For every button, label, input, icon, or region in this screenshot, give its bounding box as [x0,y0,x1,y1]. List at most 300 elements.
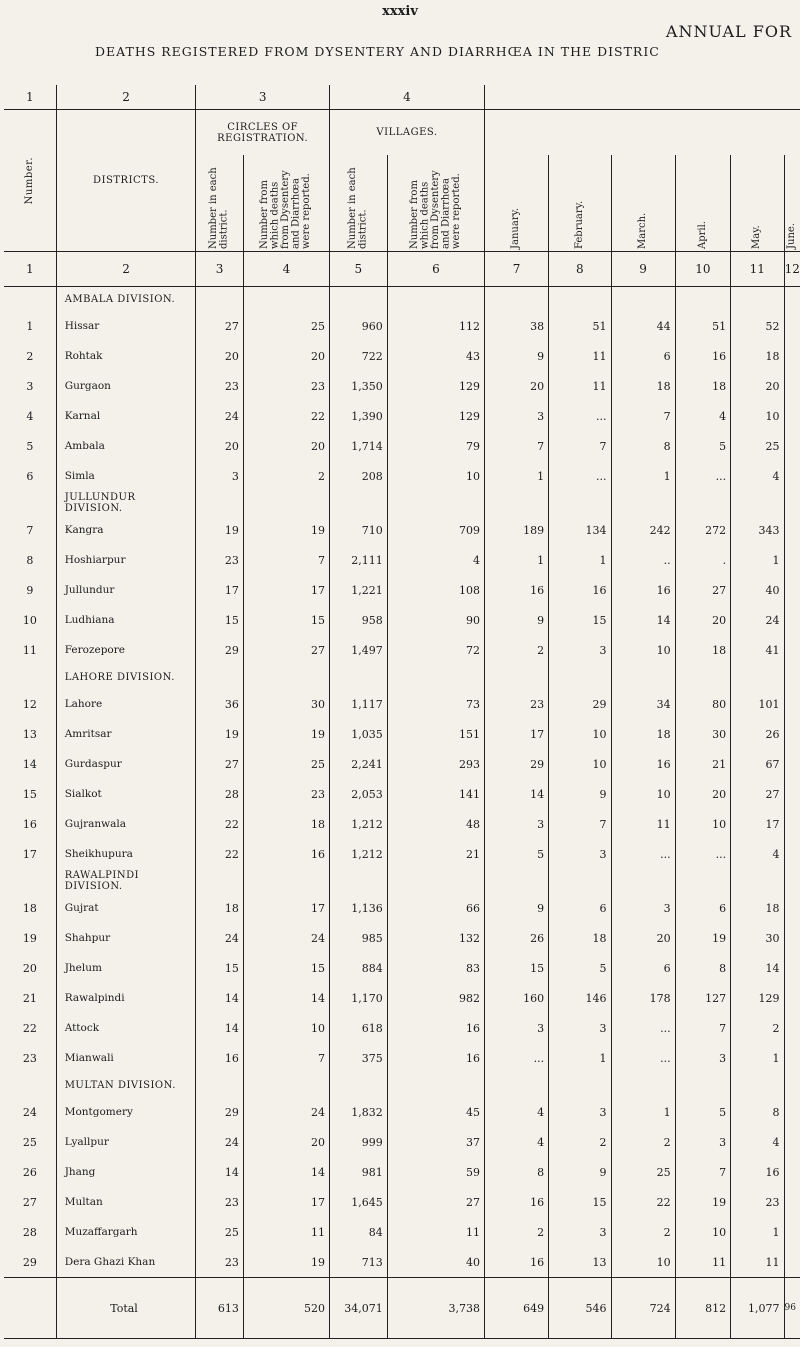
cell-apr: 7 [675,1013,730,1043]
cell-c2: 19 [243,1247,329,1278]
cell-c2: 2 [243,461,329,491]
cell-feb: 9 [549,1157,611,1187]
cell-c1: 25 [196,1217,243,1247]
cell-v2: 66 [387,893,484,923]
cell-apr: 18 [675,635,730,665]
division-name: AMBALA DIVISION. [56,287,196,312]
row-number: 2 [4,341,56,371]
district-name: Ludhiana [56,605,196,635]
cell-jan: 2 [485,1217,549,1247]
cell-jun [784,1157,800,1187]
row-number: 19 [4,923,56,953]
colnum-blank [485,85,800,110]
cell-jun [784,341,800,371]
division-filler [675,491,730,515]
cell-feb: 13 [549,1247,611,1278]
cell-may: 10 [731,401,784,431]
cell-c1: 22 [196,809,243,839]
division-filler [784,491,800,515]
cell-c2: 23 [243,371,329,401]
cell-v1: 713 [329,1247,387,1278]
total-feb: 546 [549,1278,611,1339]
row-number: 28 [4,1217,56,1247]
cell-jan: 8 [485,1157,549,1187]
cell-jun [784,575,800,605]
cell-c2: 17 [243,1187,329,1217]
cell-v2: 112 [387,311,484,341]
row-number: 1 [4,311,56,341]
cell-mar: 10 [611,635,675,665]
cell-v2: 79 [387,431,484,461]
cell-v1: 1,221 [329,575,387,605]
cell-c1: 14 [196,1013,243,1043]
division-filler [196,287,243,312]
cell-c2: 25 [243,311,329,341]
cell-c2: 19 [243,515,329,545]
cell-v1: 2,241 [329,749,387,779]
cell-jan: 1 [485,545,549,575]
cell-feb: 134 [549,515,611,545]
march-header: March. [611,155,675,252]
cell-feb: 1 [549,1043,611,1073]
cell-jun [784,371,800,401]
total-c1: 613 [196,1278,243,1339]
cell-mar: 18 [611,719,675,749]
index-cell: 2 [56,252,196,287]
division-filler [387,665,484,689]
cell-apr: 20 [675,605,730,635]
division-filler [549,1073,611,1097]
cell-c2: 30 [243,689,329,719]
district-name: Gurdaspur [56,749,196,779]
cell-apr: 11 [675,1247,730,1278]
deaths-table [4,85,800,1339]
division-blank [4,665,56,689]
cell-apr: 3 [675,1043,730,1073]
cell-feb: 51 [549,311,611,341]
row-number: 18 [4,893,56,923]
row-number: 13 [4,719,56,749]
total-mar: 724 [611,1278,675,1339]
cell-v2: 40 [387,1247,484,1278]
cell-may: 129 [731,983,784,1013]
cell-c1: 22 [196,839,243,869]
circles-group-header: CIRCLES OF REGISTRATION. [196,110,330,156]
total-blank [4,1278,56,1339]
cell-c1: 20 [196,341,243,371]
cell-v2: 27 [387,1187,484,1217]
villages-in-district-header: Number in each district. [329,155,387,252]
cell-feb: 3 [549,1013,611,1043]
cell-mar: 6 [611,953,675,983]
table-row [4,1187,800,1217]
total-v2: 3,738 [387,1278,484,1339]
division-name: LAHORE DIVISION. [56,665,196,689]
cell-feb: 11 [549,371,611,401]
cell-jun [784,719,800,749]
circles-in-district-header: Number in each district. [196,155,243,252]
cell-jan: 26 [485,923,549,953]
cell-jan: 16 [485,575,549,605]
division-filler [485,1073,549,1097]
cell-feb: 15 [549,1187,611,1217]
cell-v2: 43 [387,341,484,371]
cell-mar: 8 [611,431,675,461]
cell-mar: 22 [611,1187,675,1217]
cell-may: 30 [731,923,784,953]
cell-jun [784,545,800,575]
total-label: Total [56,1278,196,1339]
division-filler [243,1073,329,1097]
cell-may: 67 [731,749,784,779]
row-number: 29 [4,1247,56,1278]
district-name: Mianwali [56,1043,196,1073]
cell-apr: 21 [675,749,730,779]
cell-v1: 1,832 [329,1097,387,1127]
cell-mar: ... [611,1013,675,1043]
cell-v1: 208 [329,461,387,491]
cell-may: 18 [731,893,784,923]
cell-c2: 15 [243,953,329,983]
district-name: Ambala [56,431,196,461]
table-row [4,1043,800,1073]
index-cell: 4 [243,252,329,287]
cell-mar: 16 [611,575,675,605]
cell-v2: 83 [387,953,484,983]
cell-c2: 15 [243,605,329,635]
cell-may: 11 [731,1247,784,1278]
division-filler [784,1073,800,1097]
division-filler [731,491,784,515]
cell-jun [784,605,800,635]
table-row [4,1097,800,1127]
division-filler [611,1073,675,1097]
cell-jan: 1 [485,461,549,491]
cell-c1: 18 [196,893,243,923]
district-name: Jhang [56,1157,196,1187]
cell-feb: 146 [549,983,611,1013]
row-number: 21 [4,983,56,1013]
district-name: Ferozepore [56,635,196,665]
cell-jun [784,839,800,869]
cell-may: 24 [731,605,784,635]
cell-c1: 24 [196,923,243,953]
index-cell: 6 [387,252,484,287]
cell-c2: 23 [243,779,329,809]
row-number: 9 [4,575,56,605]
division-filler [611,869,675,893]
district-name: Amritsar [56,719,196,749]
row-number: 3 [4,371,56,401]
division-blank [4,869,56,893]
cell-jan: 16 [485,1187,549,1217]
cell-mar: 44 [611,311,675,341]
cell-jun [784,515,800,545]
cell-feb: 3 [549,1097,611,1127]
row-number: 6 [4,461,56,491]
cell-v2: 132 [387,923,484,953]
colnum-4: 4 [329,85,484,110]
cell-v1: 375 [329,1043,387,1073]
cell-c2: 14 [243,1157,329,1187]
cell-c2: 10 [243,1013,329,1043]
table-row [4,545,800,575]
cell-jan: 4 [485,1097,549,1127]
total-row [4,1278,800,1339]
cell-c1: 23 [196,371,243,401]
cell-v1: 1,390 [329,401,387,431]
cell-mar: 20 [611,923,675,953]
cell-c1: 27 [196,311,243,341]
district-name: Dera Ghazi Khan [56,1247,196,1278]
row-number: 25 [4,1127,56,1157]
cell-apr: 80 [675,689,730,719]
cell-jan: 9 [485,893,549,923]
division-filler [784,287,800,312]
table-row [4,461,800,491]
cell-mar: 242 [611,515,675,545]
cell-v1: 618 [329,1013,387,1043]
cell-mar: 34 [611,689,675,719]
cell-v1: 999 [329,1127,387,1157]
cell-v2: 709 [387,515,484,545]
district-name: Hissar [56,311,196,341]
cell-c1: 15 [196,605,243,635]
cell-jan: 16 [485,1247,549,1278]
row-number: 15 [4,779,56,809]
cell-c1: 19 [196,515,243,545]
cell-mar: 1 [611,461,675,491]
division-filler [387,869,484,893]
cell-v1: 958 [329,605,387,635]
table-row [4,1247,800,1278]
cell-v2: 16 [387,1043,484,1073]
cell-may: 2 [731,1013,784,1043]
index-cell: 9 [611,252,675,287]
table-row [4,1217,800,1247]
table-row [4,953,800,983]
division-filler [611,287,675,312]
cell-c2: 24 [243,1097,329,1127]
row-number: 17 [4,839,56,869]
row-number: 23 [4,1043,56,1073]
cell-feb: 3 [549,839,611,869]
cell-may: 14 [731,953,784,983]
cell-c1: 16 [196,1043,243,1073]
cell-v2: 4 [387,545,484,575]
table-row [4,311,800,341]
page-title: ANNUAL FOR [665,22,792,41]
cell-jun [784,635,800,665]
cell-jun [784,1247,800,1278]
cell-c2: 7 [243,1043,329,1073]
cell-may: 41 [731,635,784,665]
division-filler [329,1073,387,1097]
cell-jun [784,953,800,983]
group-header-row [4,110,800,156]
cell-jun [784,749,800,779]
cell-v2: 151 [387,719,484,749]
cell-c1: 24 [196,1127,243,1157]
division-filler [387,491,484,515]
cell-may: 1 [731,1217,784,1247]
cell-v2: 141 [387,779,484,809]
cell-jan: 2 [485,635,549,665]
cell-feb: 29 [549,689,611,719]
division-row [4,1073,800,1097]
division-blank [4,491,56,515]
division-name: RAWALPINDI DIVISION. [56,869,196,893]
cell-v2: 48 [387,809,484,839]
division-filler [243,491,329,515]
cell-jan: 4 [485,1127,549,1157]
cell-c2: 17 [243,575,329,605]
district-name: Gurgaon [56,371,196,401]
row-number: 22 [4,1013,56,1043]
cell-jun [784,1217,800,1247]
cell-v1: 84 [329,1217,387,1247]
table-row [4,431,800,461]
cell-apr: 19 [675,1187,730,1217]
cell-v2: 16 [387,1013,484,1043]
division-filler [329,491,387,515]
cell-c2: 22 [243,401,329,431]
division-row [4,869,800,893]
table-row [4,635,800,665]
table-row [4,515,800,545]
cell-v1: 1,645 [329,1187,387,1217]
table-row [4,575,800,605]
cell-feb: ... [549,461,611,491]
cell-jan: 20 [485,371,549,401]
cell-may: 52 [731,311,784,341]
cell-may: 101 [731,689,784,719]
district-name: Sialkot [56,779,196,809]
division-filler [675,287,730,312]
cell-may: 20 [731,371,784,401]
june-header: June. [784,155,800,252]
cell-v1: 2,111 [329,545,387,575]
cell-jun [784,431,800,461]
cell-jun [784,401,800,431]
cell-c1: 29 [196,1097,243,1127]
table-row [4,1127,800,1157]
table-subtitle: DEATHS REGISTERED FROM DYSENTERY AND DIARRHŒA IN THE DISTRIC [95,44,660,59]
cell-c2: 27 [243,635,329,665]
cell-c2: 7 [243,545,329,575]
district-name: Simla [56,461,196,491]
cell-feb: 1 [549,545,611,575]
table-row [4,605,800,635]
cell-may: 40 [731,575,784,605]
cell-jan: 17 [485,719,549,749]
total-v1: 34,071 [329,1278,387,1339]
total-jan: 649 [485,1278,549,1339]
cell-jun [784,1097,800,1127]
district-name: Gujranwala [56,809,196,839]
cell-jan: 5 [485,839,549,869]
cell-apr: 8 [675,953,730,983]
cell-apr: 19 [675,923,730,953]
cell-jun [784,893,800,923]
cell-c2: 20 [243,431,329,461]
table-row [4,689,800,719]
cell-c2: 16 [243,839,329,869]
row-number: 27 [4,1187,56,1217]
table-row [4,1013,800,1043]
cell-v2: 129 [387,401,484,431]
table-row [4,923,800,953]
cell-may: 27 [731,779,784,809]
cell-mar: ... [611,839,675,869]
cell-feb: 5 [549,953,611,983]
cell-jun [784,311,800,341]
row-number: 16 [4,809,56,839]
cell-apr: 20 [675,779,730,809]
division-filler [549,869,611,893]
district-name: Montgomery [56,1097,196,1127]
cell-may: 1 [731,545,784,575]
cell-v2: 45 [387,1097,484,1127]
row-number: 24 [4,1097,56,1127]
cell-may: 4 [731,461,784,491]
division-filler [549,287,611,312]
cell-jan: 9 [485,341,549,371]
cell-mar: 178 [611,983,675,1013]
cell-c1: 15 [196,953,243,983]
table-row [4,893,800,923]
colnum-3: 3 [196,85,330,110]
cell-jan: 3 [485,1013,549,1043]
index-cell: 1 [4,252,56,287]
index-row [4,252,800,287]
division-filler [243,287,329,312]
cell-jun [784,1127,800,1157]
cell-jun [784,779,800,809]
cell-apr: 10 [675,809,730,839]
cell-c1: 29 [196,635,243,665]
row-number: 26 [4,1157,56,1187]
district-name: Kangra [56,515,196,545]
cell-apr: . [675,545,730,575]
index-cell: 3 [196,252,243,287]
division-name: MULTAN DIVISION. [56,1073,196,1097]
division-filler [675,1073,730,1097]
cell-c2: 19 [243,719,329,749]
cell-mar: 2 [611,1127,675,1157]
index-cell: 10 [675,252,730,287]
cell-feb: ... [549,401,611,431]
cell-may: 4 [731,839,784,869]
district-name: Karnal [56,401,196,431]
cell-apr: 3 [675,1127,730,1157]
villages-group-header: VILLAGES. [329,110,484,156]
cell-jan: 38 [485,311,549,341]
cell-v1: 1,170 [329,983,387,1013]
cell-apr: 10 [675,1217,730,1247]
cell-c2: 25 [243,749,329,779]
division-filler [485,869,549,893]
cell-v1: 1,497 [329,635,387,665]
cell-c1: 14 [196,1157,243,1187]
cell-jan: 9 [485,605,549,635]
division-filler [196,1073,243,1097]
division-filler [611,665,675,689]
cell-c1: 23 [196,545,243,575]
cell-feb: 6 [549,893,611,923]
cell-c2: 24 [243,923,329,953]
circles-reported-header: Number from which deaths from Dysentery and Diarrhœa were reported. [243,155,329,252]
